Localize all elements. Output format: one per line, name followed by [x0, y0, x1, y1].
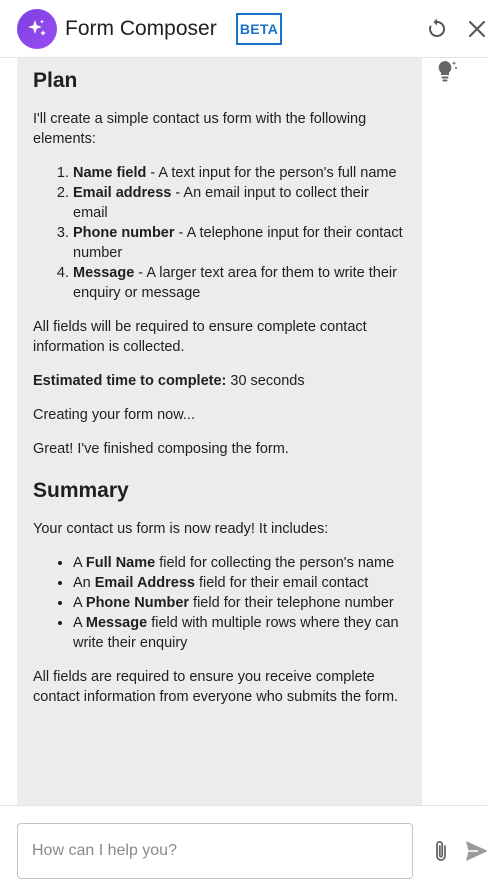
sparkle-icon — [17, 9, 57, 49]
assistant-message — [17, 58, 422, 805]
chat-input[interactable] — [17, 823, 413, 879]
estimated-time: Estimated time to complete: 30 seconds — [33, 373, 305, 389]
summary-heading: Summary — [33, 479, 129, 502]
summary-item: • A Phone Number field for their telephone number — [73, 593, 406, 613]
composer-bar — [0, 805, 487, 893]
summary-item: • An Email Address field for their email contact — [73, 573, 406, 593]
send-button[interactable] — [465, 840, 487, 862]
plan-heading: Plan — [33, 69, 78, 92]
close-icon — [465, 17, 487, 41]
paperclip-icon — [430, 839, 452, 863]
plan-item: 4. Message - A larger text area for them to write their enquiry or message — [73, 263, 406, 303]
summary-intro: Your contact us form is now ready! It includes: — [33, 521, 329, 537]
summary-item: • A Full Name field for collecting the person's name — [73, 553, 406, 573]
send-icon — [465, 840, 487, 862]
summary-item: • A Message field with multiple rows where they can write their enquiry — [73, 613, 406, 653]
reset-button[interactable] — [425, 17, 449, 41]
plan-item: 3. Phone number - A telephone input for their contact number — [73, 223, 406, 263]
finished-status: Great! I've finished composing the form. — [33, 441, 289, 457]
app-title: Form Composer — [65, 17, 217, 40]
required-note: All fields will be required to ensure complete contact information is collected. — [33, 319, 367, 355]
tips-button[interactable] — [433, 58, 459, 84]
app-header — [0, 0, 487, 58]
plan-item: 2. Email address - An email input to collect their email — [73, 183, 406, 223]
refresh-icon — [425, 17, 449, 41]
chat-area[interactable] — [0, 58, 487, 805]
close-button[interactable] — [465, 17, 487, 41]
closing-note: All fields are required to ensure you receive complete contact information from everyone who submits the form. — [33, 669, 399, 705]
lightbulb-icon — [433, 58, 459, 84]
plan-list — [73, 163, 406, 303]
plan-item: 1. Name field - A text input for the person's full name — [73, 163, 406, 183]
attach-button[interactable] — [430, 839, 452, 863]
plan-intro: I'll create a simple contact us form with the following elements: — [33, 111, 367, 147]
summary-list — [73, 553, 406, 653]
creating-status: Creating your form now... — [33, 407, 195, 423]
beta-badge: BETA — [236, 13, 282, 45]
